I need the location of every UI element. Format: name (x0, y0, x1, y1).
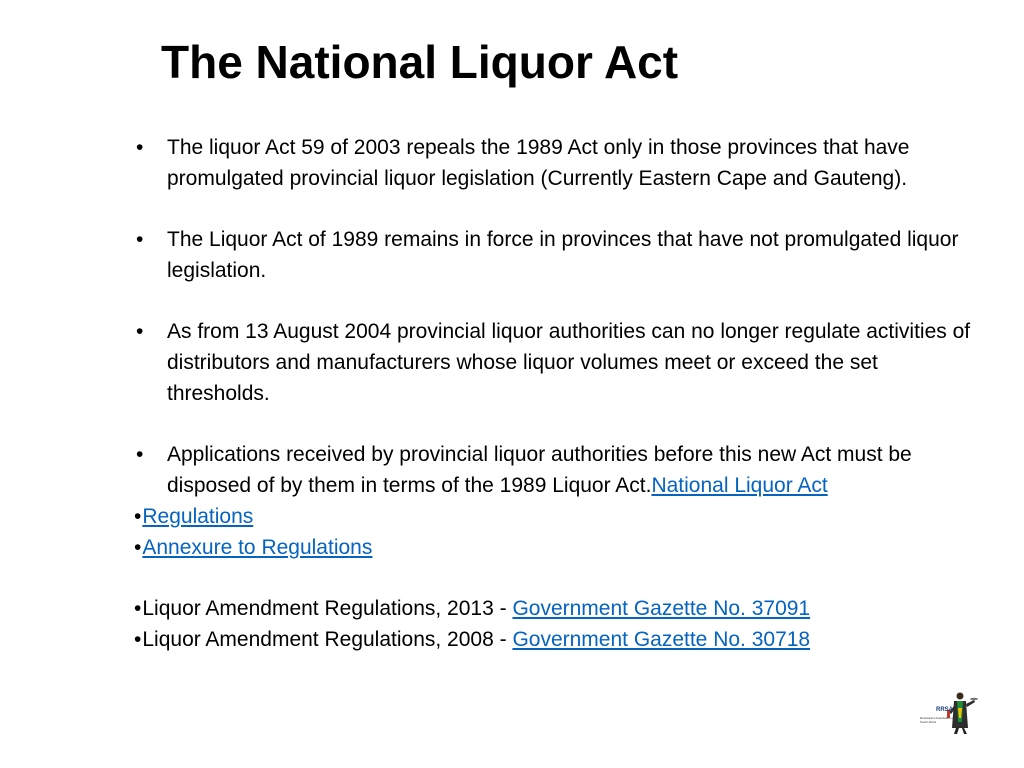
regulations-line (134, 501, 974, 532)
bullet-dot: • (136, 443, 144, 466)
gazette-37091-link[interactable]: Government Gazette No. 37091 (512, 597, 811, 620)
gazette-30718-link[interactable]: Government Gazette No. 30718 (512, 628, 811, 651)
amendment-text: Liquor Amendment Regulations, 2013 - (142, 597, 513, 620)
bullet-dot: • (134, 597, 142, 620)
annexure-line (134, 532, 974, 563)
bullet-text: The Liquor Act of 1989 remains in force in provinces that have not promulgated liquor legislation. (167, 228, 959, 282)
bullet-text: The liquor Act 59 of 2003 repeals the 1989 Act only in those provinces that have promulgated provincial liquor legislation (Currently Eastern Cape and Gauteng). (167, 136, 910, 190)
national-liquor-act-link[interactable]: National Liquor Act (651, 474, 828, 497)
bullet-dot: • (136, 320, 144, 343)
bullet-dot: • (134, 536, 142, 559)
amendment-text: Liquor Amendment Regulations, 2008 - (142, 628, 513, 651)
bullet-item (134, 439, 974, 501)
logo-label: RRSA (936, 707, 954, 713)
bullet-dot: • (136, 136, 144, 159)
annexure-link[interactable]: Annexure to Regulations (142, 536, 373, 559)
slide-body (134, 132, 974, 655)
amendment-2013-line (134, 593, 974, 624)
bullet-dot: • (134, 505, 142, 528)
bullet-item (134, 132, 974, 194)
bullet-text: As from 13 August 2004 provincial liquor authorities can no longer regulate activities of distributors and manufacturers whose liquor volumes meet or exceed the set thresholds. (167, 320, 971, 405)
regulations-link[interactable]: Regulations (142, 505, 254, 528)
bullet-dot: • (134, 628, 142, 651)
bullet-item (134, 224, 974, 286)
bullet-text: Applications received by provincial liquor authorities before this new Act must be disposed of by them in terms of the 1989 Liquor Act. (167, 443, 912, 497)
amendment-2008-line (134, 624, 974, 655)
bullet-dot: • (136, 228, 144, 251)
slide-title: The National Liquor Act (161, 36, 679, 88)
rasa-logo-icon (916, 688, 980, 736)
bullet-item (134, 316, 974, 409)
logo-caption: Restaurant Association of South Africa (920, 716, 955, 724)
